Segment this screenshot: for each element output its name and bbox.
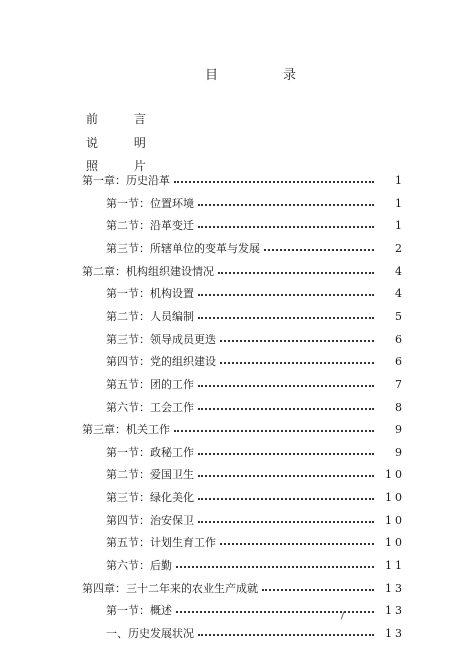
toc-page-number: 10 [385, 468, 405, 482]
toc-page-number: 6 [395, 355, 405, 369]
toc-entry-label: 第四章：三十二年来的农业生产成就 [82, 581, 258, 595]
toc-page-number: 13 [385, 627, 405, 640]
toc-page-number: 9 [395, 445, 405, 459]
toc-page-number: 13 [385, 604, 405, 618]
toc-leader-dots [220, 331, 374, 342]
toc-section-row [0, 308, 450, 326]
front-item-notes: 说 明 [86, 136, 162, 150]
toc-section-row [0, 625, 450, 643]
toc-page-number: 10 [385, 536, 405, 550]
toc-leader-dots [198, 466, 374, 477]
toc-entry-label: 第六节：工会工作 [106, 400, 194, 414]
toc-page-number: 1 [395, 196, 405, 210]
toc-entry-label: 一、历史发展状况 [106, 627, 194, 640]
toc-page-number: 4 [395, 264, 405, 278]
toc-entry-label: 第二节：沿革变迁 [106, 219, 194, 233]
toc-page-number: 2 [395, 241, 405, 255]
toc-leader-dots [198, 444, 374, 455]
toc-entry-label: 第三节：领导成员更迭 [106, 332, 216, 346]
toc-leader-dots [264, 240, 374, 251]
toc-entry-label: 第三节：绿化美化 [106, 491, 194, 505]
toc-leader-dots [198, 195, 374, 206]
toc-section-row [0, 399, 450, 417]
toc-section-row [0, 444, 450, 462]
toc-section-row [0, 217, 450, 235]
toc-entry-label: 第一节：机构设置 [106, 287, 194, 301]
toc-section-row [0, 512, 450, 530]
toc-section-row [0, 195, 450, 213]
toc-leader-dots [176, 557, 374, 568]
toc-chapter-row [0, 580, 450, 598]
toc-section-row [0, 331, 450, 349]
toc-page-number: 5 [395, 309, 405, 323]
toc-chapter-row [0, 421, 450, 439]
toc-leader-dots [198, 399, 374, 410]
toc-leader-dots [198, 489, 374, 500]
toc-chapter-row [0, 263, 450, 281]
toc-leader-dots [198, 512, 374, 523]
toc-page-number: 4 [395, 287, 405, 301]
toc-leader-dots [220, 534, 374, 545]
title-char-1: 目 [205, 68, 219, 83]
toc-entry-label: 第二节：爱国卫生 [106, 468, 194, 482]
toc-leader-dots [198, 285, 374, 296]
toc-entry-label: 第二章：机构组织建设情况 [82, 264, 214, 278]
toc-leader-dots [262, 580, 374, 591]
front-item-preface: 前 言 [86, 112, 162, 126]
toc-entry-label: 第六节：后勤 [106, 559, 172, 573]
toc-leader-dots [174, 172, 374, 183]
toc-section-row [0, 466, 450, 484]
toc-section-row [0, 376, 450, 394]
toc-section-row [0, 489, 450, 507]
toc-entry-label: 第四节：治安保卫 [106, 513, 194, 527]
toc-leader-dots [174, 421, 374, 432]
title-char-2: 录 [283, 68, 297, 83]
toc-leader-dots [198, 308, 374, 319]
toc-leader-dots [198, 217, 374, 228]
toc-entry-label: 第五节：计划生育工作 [106, 536, 216, 550]
toc-section-row [0, 285, 450, 303]
toc-leader-dots [220, 353, 374, 364]
toc-section-row [0, 353, 450, 371]
toc-section-row [0, 557, 450, 575]
toc-leader-dots [198, 376, 374, 387]
toc-page-number: 6 [395, 332, 405, 346]
toc-entry-label: 第二节：人员编制 [106, 309, 194, 323]
front-item-photos: 照 片 [86, 159, 162, 173]
toc-page-number: 13 [385, 581, 405, 595]
toc-page-number: 1 [395, 174, 405, 187]
toc-entry-label: 第一节：位置环境 [106, 196, 194, 210]
toc-page-number: 11 [385, 559, 405, 573]
toc-entry-label: 第一章：历史沿革 [82, 174, 170, 187]
toc-entry-label: 第三节：所辖单位的变革与发展 [106, 241, 260, 255]
toc-section-row [0, 240, 450, 258]
toc-page-number: 9 [395, 423, 405, 437]
toc-page-number: 1 [395, 219, 405, 233]
toc-page-number: 8 [395, 400, 405, 414]
toc-entry-label: 第一节：政秘工作 [106, 445, 194, 459]
toc-leader-dots [198, 625, 374, 636]
toc-entry-label: 第四节：党的组织建设 [106, 355, 216, 369]
toc-section-row [0, 602, 450, 620]
toc-page-number: 10 [385, 513, 405, 527]
toc-chapter-row [0, 172, 450, 190]
toc-section-row [0, 534, 450, 552]
toc-entry-label: 第一节：概述 [106, 604, 172, 618]
toc-entry-label: 第五节：团的工作 [106, 377, 194, 391]
toc-leader-dots [218, 263, 374, 274]
toc-page-number: 7 [395, 377, 405, 391]
toc-page-number: 10 [385, 491, 405, 505]
toc-entry-label: 第三章：机关工作 [82, 423, 170, 437]
